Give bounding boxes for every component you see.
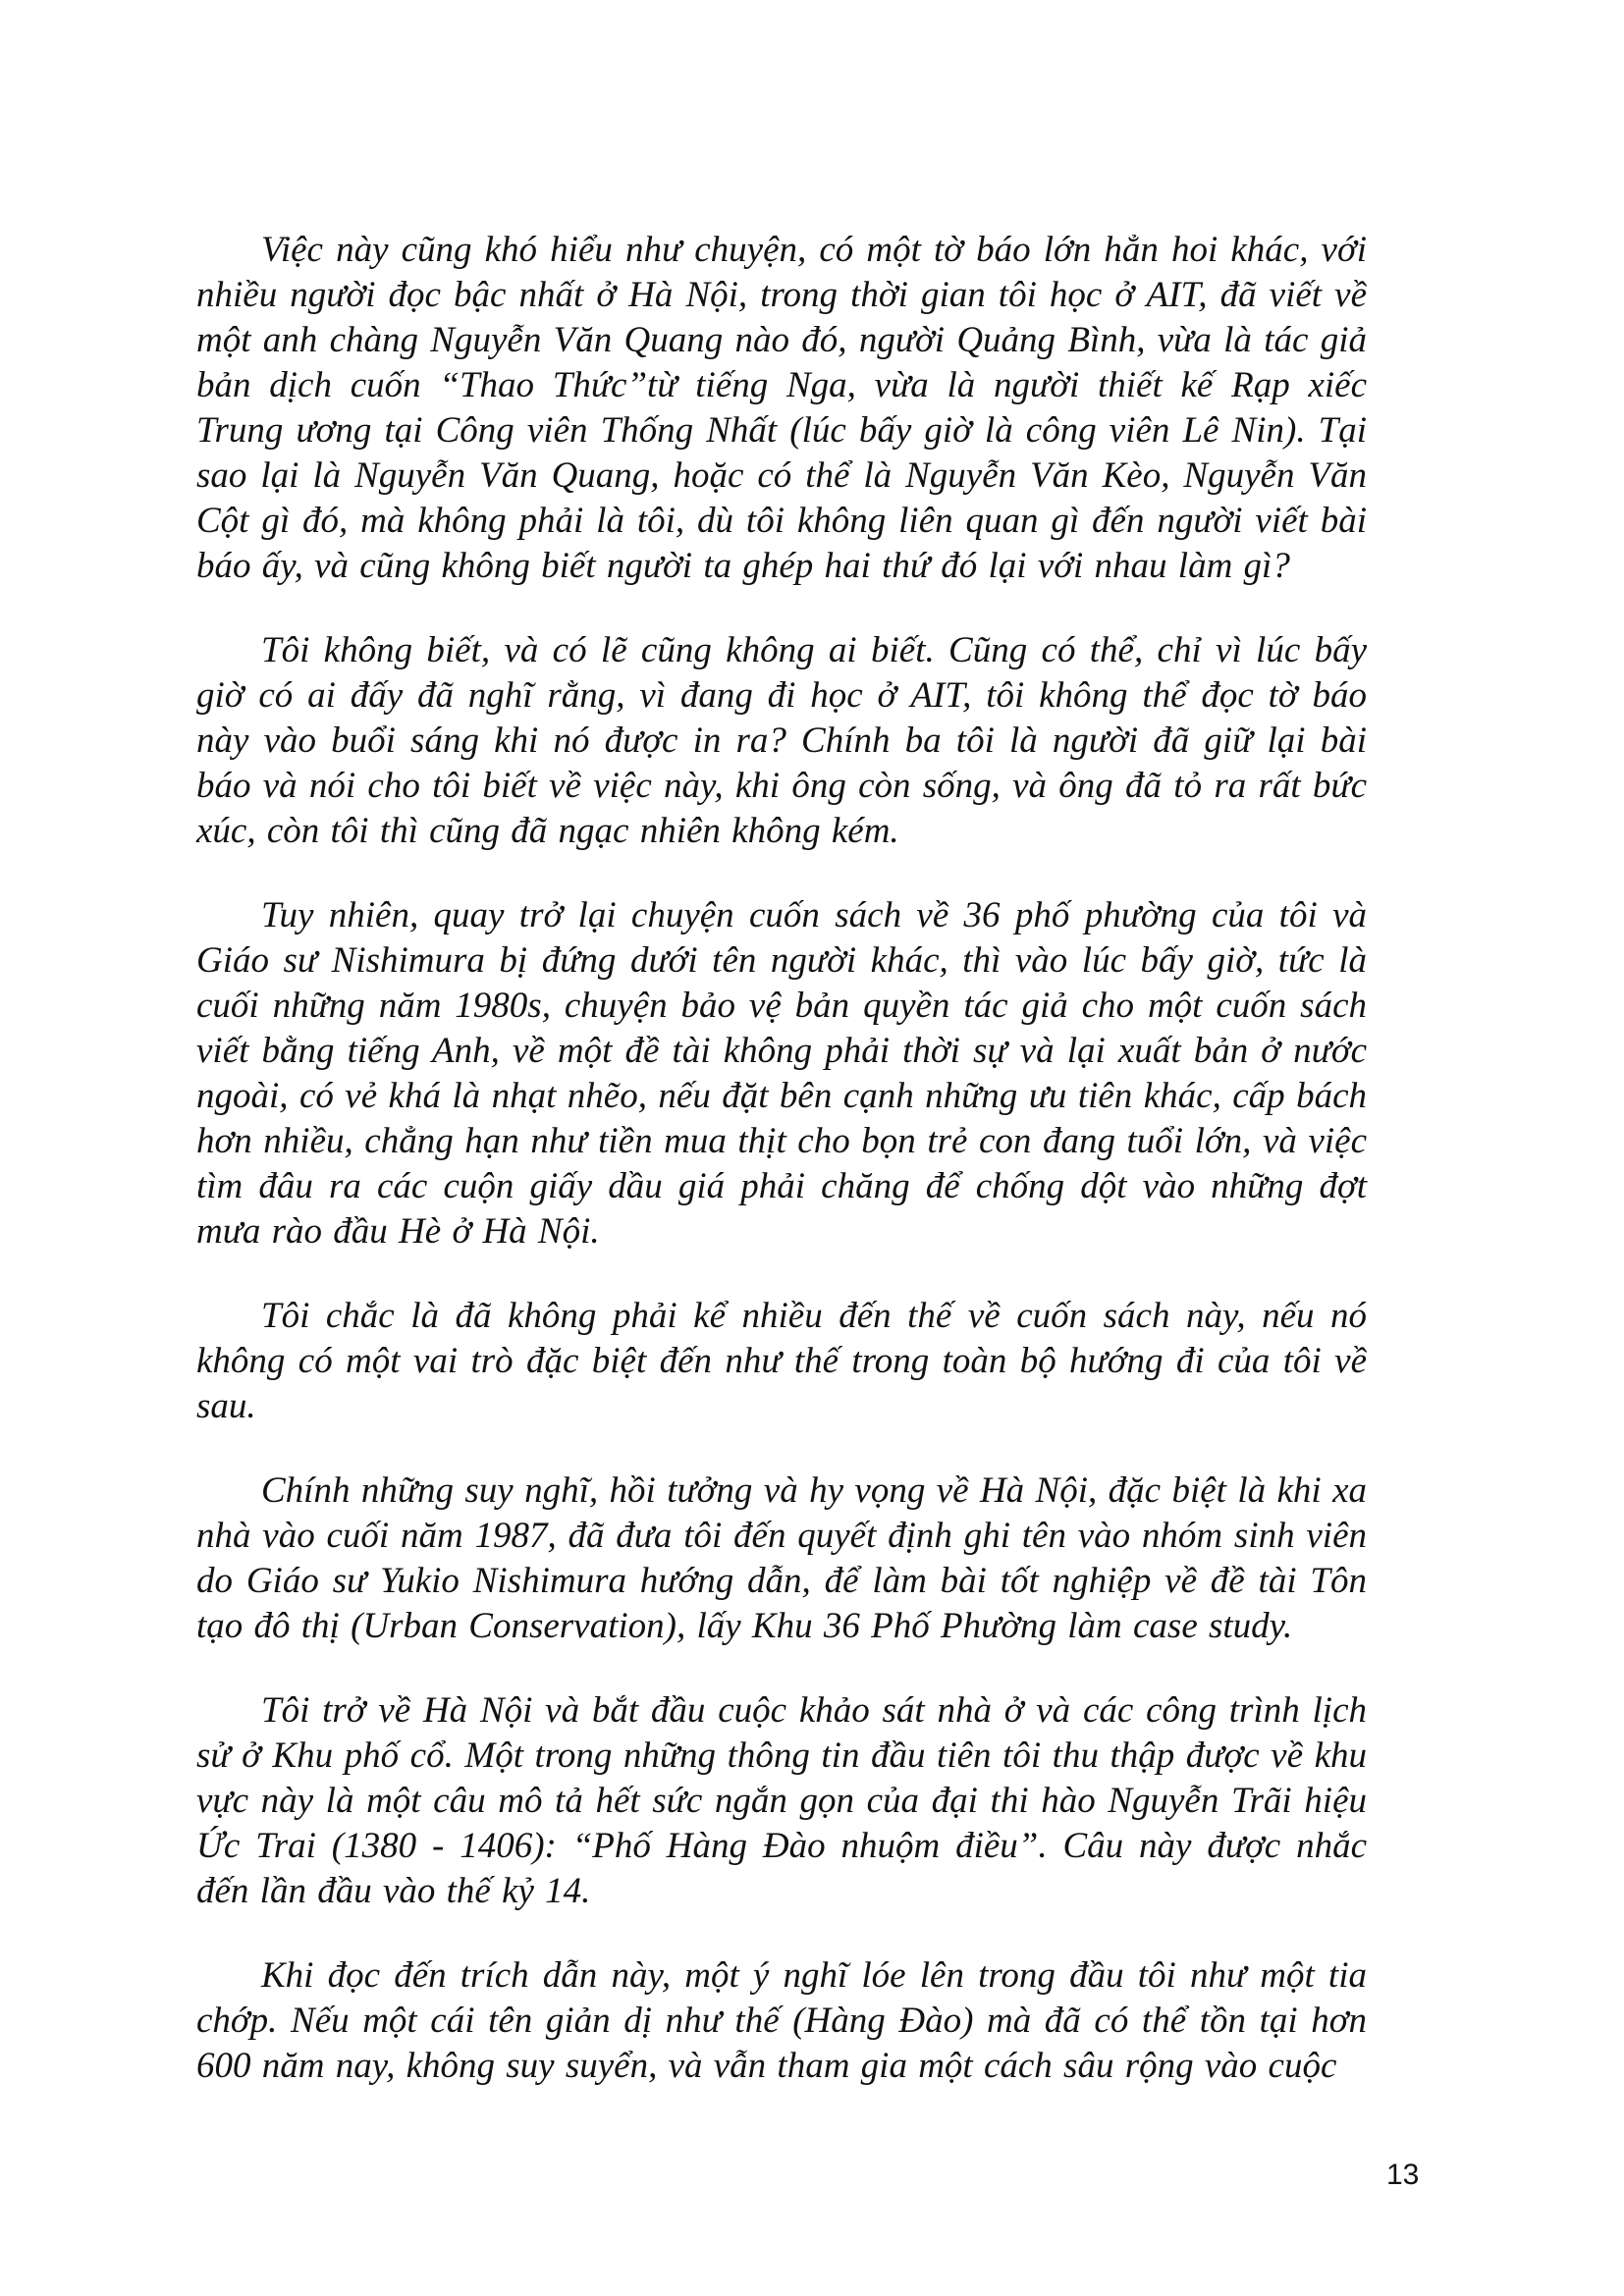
paragraph: Khi đọc đến trích dẫn này, một ý nghĩ lóe lên trong đầu tôi như một tia chớp. Nếu một cái tên giản dị như thế (Hàng Đào) mà đã có thể tồn tại hơn 600 năm nay, không suy suyển, và vẫn tham gia một cách sâu rộng vào cuộc <box>196 1955 1367 2086</box>
page-number: 13 <box>1386 2159 1420 2191</box>
paragraph: Chính những suy nghĩ, hồi tưởng và hy vọng về Hà Nội, đặc biệt là khi xa nhà vào cuối năm 1987, đã đưa tôi đến quyết định ghi tên vào nhóm sinh viên do Giáo sư Yukio Nishimura hướng dẫn, để làm bài tốt nghiệp về đề tài Tôn tạo đô thị (Urban Conservation), lấy Khu 36 Phố Phường làm case study. <box>196 1470 1367 1646</box>
paragraph: Tuy nhiên, quay trở lại chuyện cuốn sách về 36 phố phường của tôi và Giáo sư Nishimura bị đứng dưới tên người khác, thì vào lúc bấy giờ, tức là cuối những năm 1980s, chuyện bảo vệ bản quyền tác giả cho một cuốn sách viết bằng tiếng Anh, về một đề tài không phải thời sự và lại xuất bản ở nước ngoài, có vẻ khá là nhạt nhẽo, nếu đặt bên cạnh những ưu tiên khác, cấp bách hơn nhiều, chẳng hạn như tiền mua thịt cho bọn trẻ con đang tuổi lớn, và việc tìm đâu ra các cuộn giấy dầu giá phải chăng để chống dột vào những đợt mưa rào đầu Hè ở Hà Nội. <box>196 895 1367 1252</box>
paragraph: Tôi chắc là đã không phải kể nhiều đến thế về cuốn sách này, nếu nó không có một vai trò đặc biệt đến như thế trong toàn bộ hướng đi của tôi về sau. <box>196 1296 1367 1426</box>
paragraph: Tôi trở về Hà Nội và bắt đầu cuộc khảo sát nhà ở và các công trình lịch sử ở Khu phố cổ. Một trong những thông tin đầu tiên tôi thu thập được về khu vực này là một câu mô tả hết sức ngắn gọn của đại thi hào Nguyễn Trãi hiệu Ức Trai (1380 - 1406): “Phố Hàng Đào nhuộm điều”. Câu này được nhắc đến lần đầu vào thế kỷ 14. <box>196 1690 1367 1911</box>
paragraph: Tôi không biết, và có lẽ cũng không ai biết. Cũng có thể, chỉ vì lúc bấy giờ có ai đấy đã nghĩ rằng, vì đang đi học ở AIT, tôi không thể đọc tờ báo này vào buổi sáng khi nó được in ra? Chính ba tôi là người đã giữ lại bài báo và nói cho tôi biết về việc này, khi ông còn sống, và ông đã tỏ ra rất bức xúc, còn tôi thì cũng đã ngạc nhiên không kém. <box>196 630 1367 851</box>
text-block <box>196 228 1367 2128</box>
paragraph: Việc này cũng khó hiểu như chuyện, có một tờ báo lớn hẳn hoi khác, với nhiều người đọc bậc nhất ở Hà Nội, trong thời gian tôi học ở AIT, đã viết về một anh chàng Nguyễn Văn Quang nào đó, người Quảng Bình, vừa là tác giả bản dịch cuốn “Thao Thức”từ tiếng Nga, vừa là người thiết kế Rạp xiếc Trung ương tại Công viên Thống Nhất (lúc bấy giờ là công viên Lê Nin). Tại sao lại là Nguyễn Văn Quang, hoặc có thể là Nguyễn Văn Kèo, Nguyễn Văn Cột gì đó, mà không phải là tôi, dù tôi không liên quan gì đến người viết bài báo ấy, và cũng không biết người ta ghép hai thứ đó lại với nhau làm gì? <box>196 230 1367 586</box>
